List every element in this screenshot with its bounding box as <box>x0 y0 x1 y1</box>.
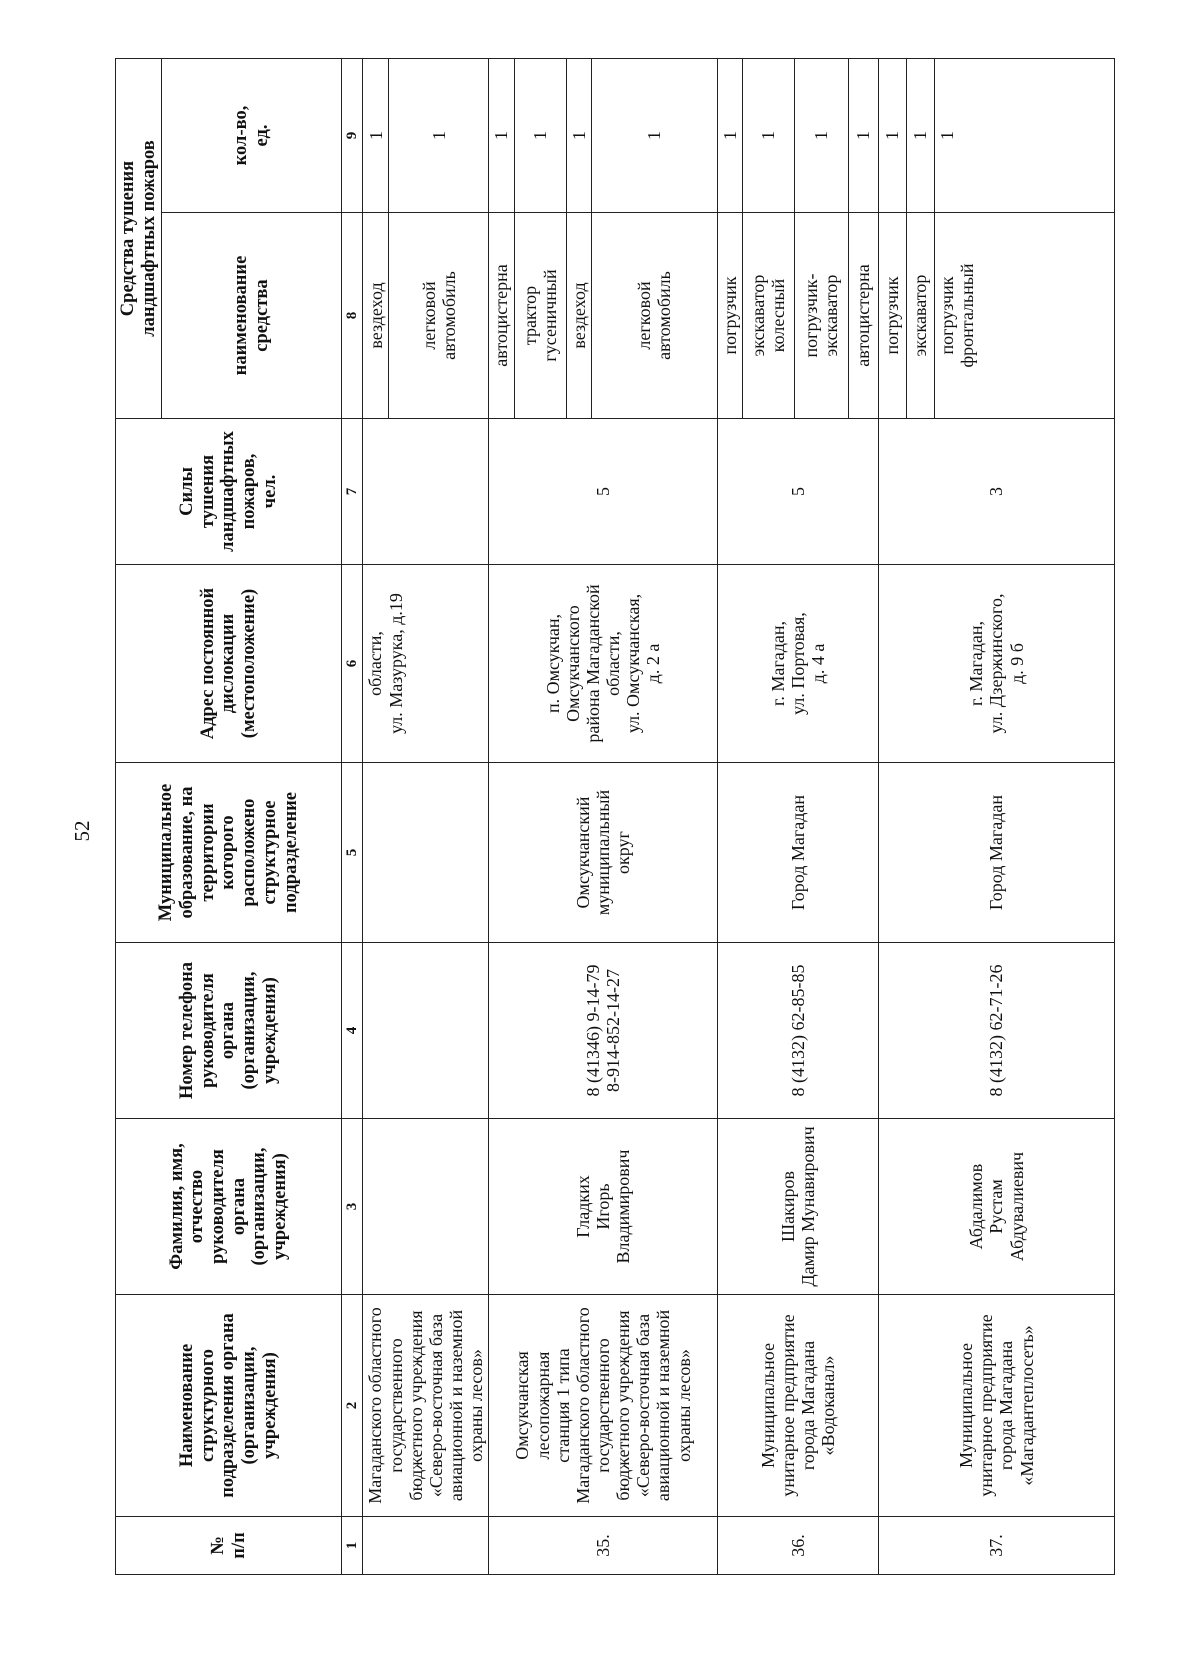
column-number: 2 <box>342 1295 363 1517</box>
means-qty: 1 <box>878 59 906 213</box>
means-name: легковой автомобиль <box>389 213 489 419</box>
row-forces: 5 <box>717 419 878 565</box>
table-row <box>489 59 514 1575</box>
column-number: 6 <box>342 565 363 763</box>
means-name: экскаватор колесный <box>742 213 794 419</box>
means-name: легковой автомобиль <box>591 213 717 419</box>
means-qty: 1 <box>514 59 566 213</box>
column-number: 7 <box>342 419 363 565</box>
header-address: Адрес постоянной дислокации (местоположение) <box>116 565 342 763</box>
table-row <box>363 59 389 1575</box>
header-forces: Силы тушения ландшафтных пожаров, чел. <box>116 419 342 565</box>
header-head-name: Фамилия, имя, отчество руководителя органа (организации, учреждения) <box>116 1119 342 1295</box>
means-name: трактор гусеничный <box>514 213 566 419</box>
means-qty: 1 <box>794 59 848 213</box>
row-address: области, ул. Мазурука, д.19 <box>363 565 489 763</box>
row-num: 35. <box>489 1517 717 1575</box>
means-qty: 1 <box>906 59 934 213</box>
table-row <box>878 59 906 1575</box>
column-number: 9 <box>342 59 363 213</box>
row-municipality: Омсукчанский муниципальный округ <box>489 763 717 943</box>
row-municipality <box>363 763 489 943</box>
row-name: Омсукчанская лесопожарная станция 1 типа Магаданского областного государственного бюджетного учреждения «Северо-восточная база авиационной и наземной охраны лесов» <box>489 1295 717 1517</box>
row-num <box>363 1517 489 1575</box>
header-phone: Номер телефона руководителя органа (организации, учреждения) <box>116 943 342 1119</box>
means-name: погрузчик- экскаватор <box>794 213 848 419</box>
means-qty: 1 <box>934 59 1114 213</box>
row-head-name <box>363 1119 489 1295</box>
means-name: погрузчик <box>717 213 742 419</box>
means-qty: 1 <box>566 59 591 213</box>
row-forces: 5 <box>489 419 717 565</box>
row-phone <box>363 943 489 1119</box>
means-name: вездеход <box>363 213 389 419</box>
row-municipality: Город Магадан <box>878 763 1114 943</box>
means-name: экскаватор <box>906 213 934 419</box>
row-address: п. Омсукчан, Омсукчанского района Магаданской области, ул. Омсукчанская, д. 2 а <box>489 565 717 763</box>
row-phone: 8 (4132) 62-71-26 <box>878 943 1114 1119</box>
column-number: 1 <box>342 1517 363 1575</box>
row-head-name: Гладких Игорь Владимирович <box>489 1119 717 1295</box>
row-num: 37. <box>878 1517 1114 1575</box>
column-number: 8 <box>342 213 363 419</box>
means-qty: 1 <box>489 59 514 213</box>
row-forces <box>363 419 489 565</box>
header-name: Наименование структурного подразделения органа (организации, учреждения) <box>116 1295 342 1517</box>
header-num: № п/п <box>116 1517 342 1575</box>
row-municipality: Город Магадан <box>717 763 878 943</box>
fire-forces-table <box>115 58 1115 1575</box>
means-name: вездеход <box>566 213 591 419</box>
row-name: Муниципальное унитарное предприятие города Магадана «Водоканал» <box>717 1295 878 1517</box>
means-name: погрузчик <box>878 213 906 419</box>
header-means-group: Средства тушения ландшафтных пожаров <box>116 59 162 419</box>
row-head-name: Шакиров Дамир Мунавирович <box>717 1119 878 1295</box>
means-qty: 1 <box>591 59 717 213</box>
row-name: Магаданского областного государственного бюджетного учреждения «Северо-восточная база авиационной и наземной охраны лесов» <box>363 1295 489 1517</box>
means-qty: 1 <box>363 59 389 213</box>
row-address: г. Магадан, ул. Дзержинского, д. 9 б <box>878 565 1114 763</box>
row-forces: 3 <box>878 419 1114 565</box>
row-phone: 8 (4132) 62-85-85 <box>717 943 878 1119</box>
means-name: автоцистерна <box>489 213 514 419</box>
means-qty: 1 <box>848 59 878 213</box>
header-municipality: Муниципальное образование, на территории которого расположено структурное подразделение <box>116 763 342 943</box>
column-number: 4 <box>342 943 363 1119</box>
row-phone: 8 (41346) 9-14-79 8-914-852-14-27 <box>489 943 717 1119</box>
column-number: 3 <box>342 1119 363 1295</box>
row-name: Муниципальное унитарное предприятие города Магадана «Магадантеплосеть» <box>878 1295 1114 1517</box>
means-qty: 1 <box>742 59 794 213</box>
means-name: погрузчик фронтальный <box>934 213 1114 419</box>
header-means-name: наименование средства <box>162 213 342 419</box>
header-means-qty: кол-во, ед. <box>162 59 342 213</box>
row-head-name: Абдалимов Рустам Абдувалиевич <box>878 1119 1114 1295</box>
row-num: 36. <box>717 1517 878 1575</box>
means-name: автоцистерна <box>848 213 878 419</box>
table-row <box>717 59 742 1575</box>
column-number: 5 <box>342 763 363 943</box>
page-number: 52 <box>70 820 94 842</box>
means-qty: 1 <box>389 59 489 213</box>
row-address: г. Магадан, ул. Портовая, д. 4 а <box>717 565 878 763</box>
means-qty: 1 <box>717 59 742 213</box>
rotated-table-container <box>115 59 1115 1575</box>
